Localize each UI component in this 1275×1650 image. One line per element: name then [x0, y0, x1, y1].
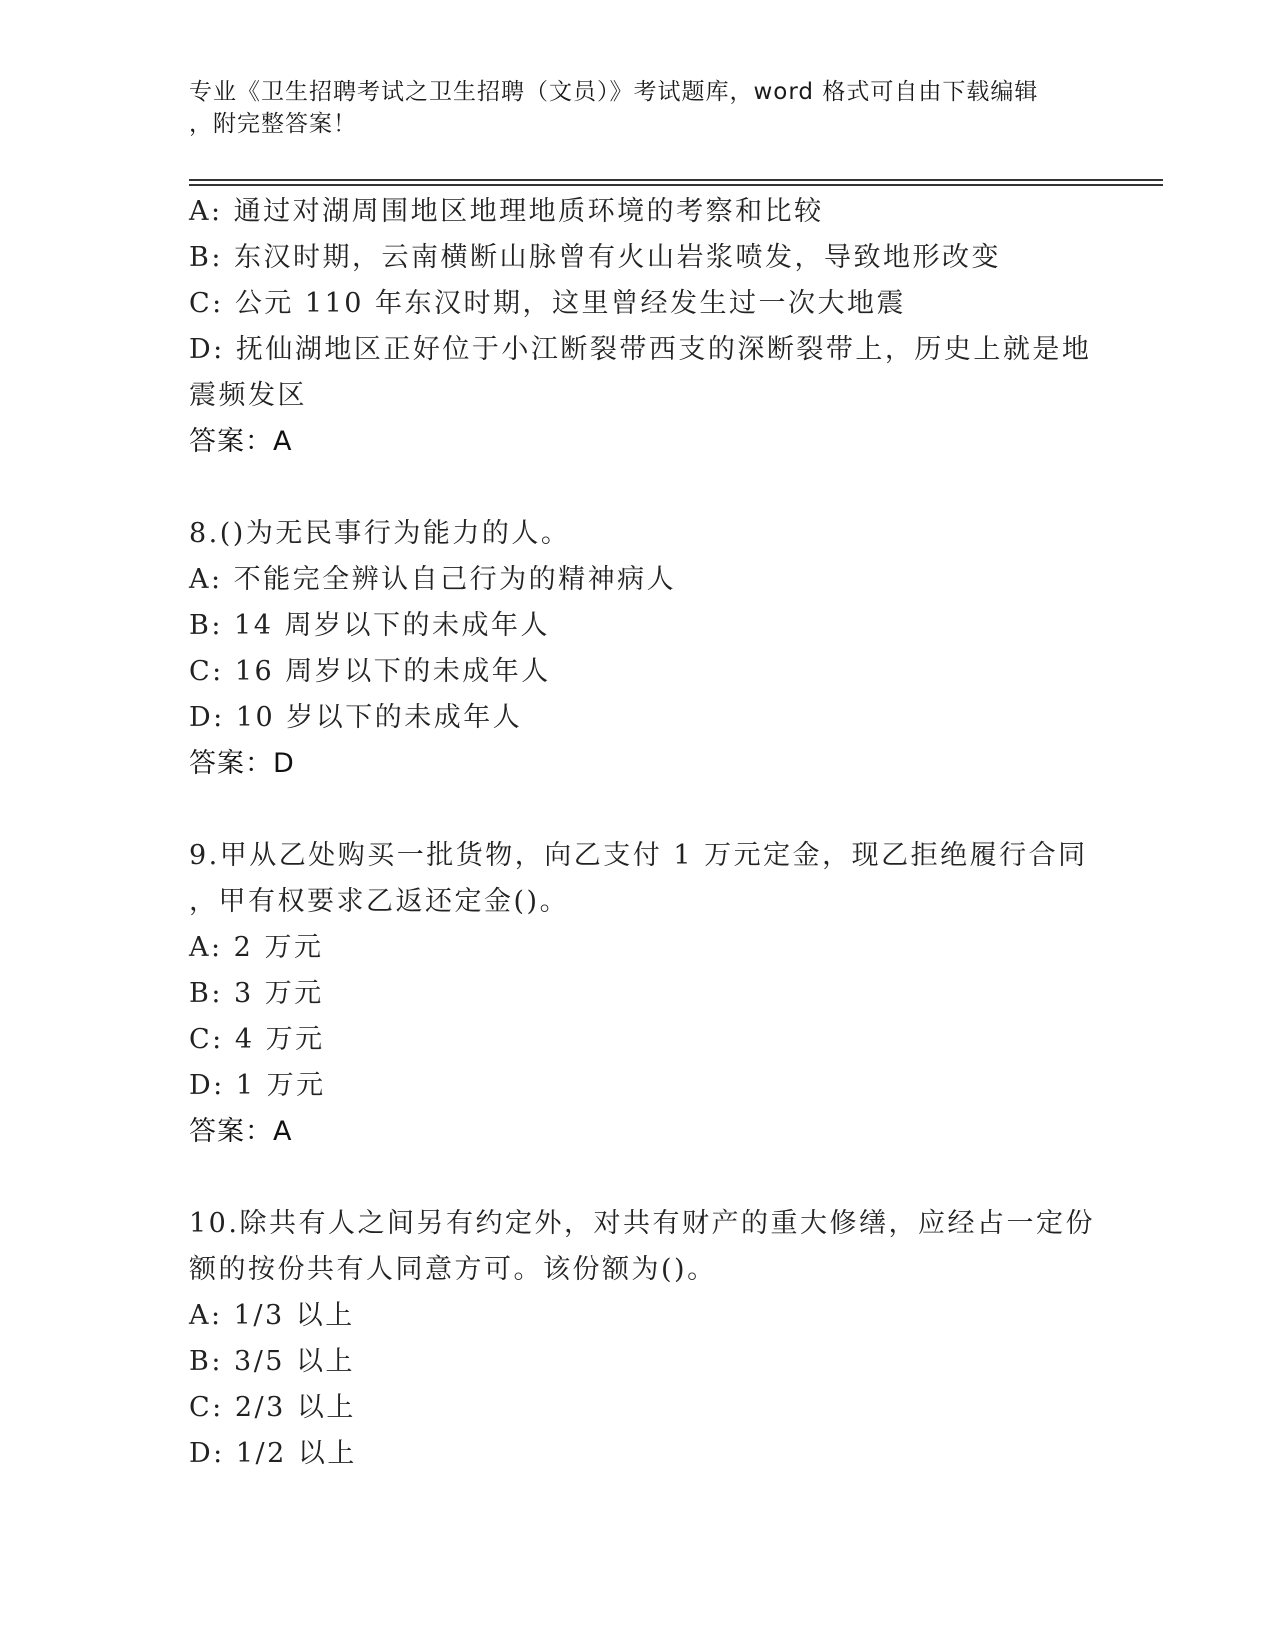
option-d: D: 10 岁以下的未成年人: [189, 702, 523, 733]
question-text: 10.除共有人之间另有约定外，对共有财产的重大修缮，应经占一定份: [189, 1208, 1095, 1239]
document-header: [189, 76, 1079, 140]
option-a: A: 通过对湖周围地区地理地质环境的考察和比较: [189, 196, 824, 227]
option-d-continuation: 震频发区: [189, 380, 307, 411]
option-c: C: 4 万元: [189, 1024, 325, 1055]
option-c: C: 2/3 以上: [189, 1392, 356, 1423]
option-b: B: 3/5 以上: [189, 1346, 356, 1377]
option-a: A: 1/3 以上: [189, 1300, 355, 1331]
spacer: [189, 787, 1089, 833]
question-text: 8.()为无民事行为能力的人。: [189, 518, 571, 549]
header-divider-bottom: [189, 184, 1163, 186]
header-title-line: 专业《卫生招聘考试之卫生招聘（文员）》考试题库，word 格式可自由下载编辑: [189, 79, 1039, 105]
question-list: [189, 189, 1095, 1477]
option-a: A: 不能完全辨认自己行为的精神病人: [189, 564, 677, 595]
option-c: C: 16 周岁以下的未成年人: [189, 656, 551, 687]
option-c: C: 公元 110 年东汉时期，这里曾经发生过一次大地震: [189, 288, 907, 319]
spacer: [189, 465, 1089, 511]
option-b: B: 东汉时期，云南横断山脉曾有火山岩浆喷发，导致地形改变: [189, 242, 1002, 273]
option-d: D: 抚仙湖地区正好位于小江断裂带西支的深断裂带上，历史上就是地: [189, 334, 1092, 365]
header-divider-top: [189, 179, 1163, 181]
question-block-10: [189, 1201, 1095, 1477]
option-b: B: 14 周岁以下的未成年人: [189, 610, 550, 641]
spacer: [189, 1155, 1089, 1201]
answer-line: 答案：A: [189, 1116, 293, 1147]
question-text: 9.甲从乙处购买一批货物，向乙支付 1 万元定金，现乙拒绝履行合同: [189, 840, 1088, 871]
option-d: D: 1/2 以上: [189, 1438, 357, 1469]
question-text-continuation: 额的按份共有人同意方可。该份额为()。: [189, 1254, 717, 1285]
option-b: B: 3 万元: [189, 978, 324, 1009]
question-text-continuation: ，甲有权要求乙返还定金()。: [189, 886, 570, 917]
option-d: D: 1 万元: [189, 1070, 326, 1101]
question-block-8: [189, 511, 1089, 787]
question-block-9: [189, 833, 1089, 1155]
answer-line: 答案：D: [189, 748, 295, 779]
answer-line: 答案：A: [189, 426, 293, 457]
option-a: A: 2 万元: [189, 932, 324, 963]
header-title-continuation: ，附完整答案！: [189, 111, 357, 137]
question-block-7: [189, 189, 1092, 465]
